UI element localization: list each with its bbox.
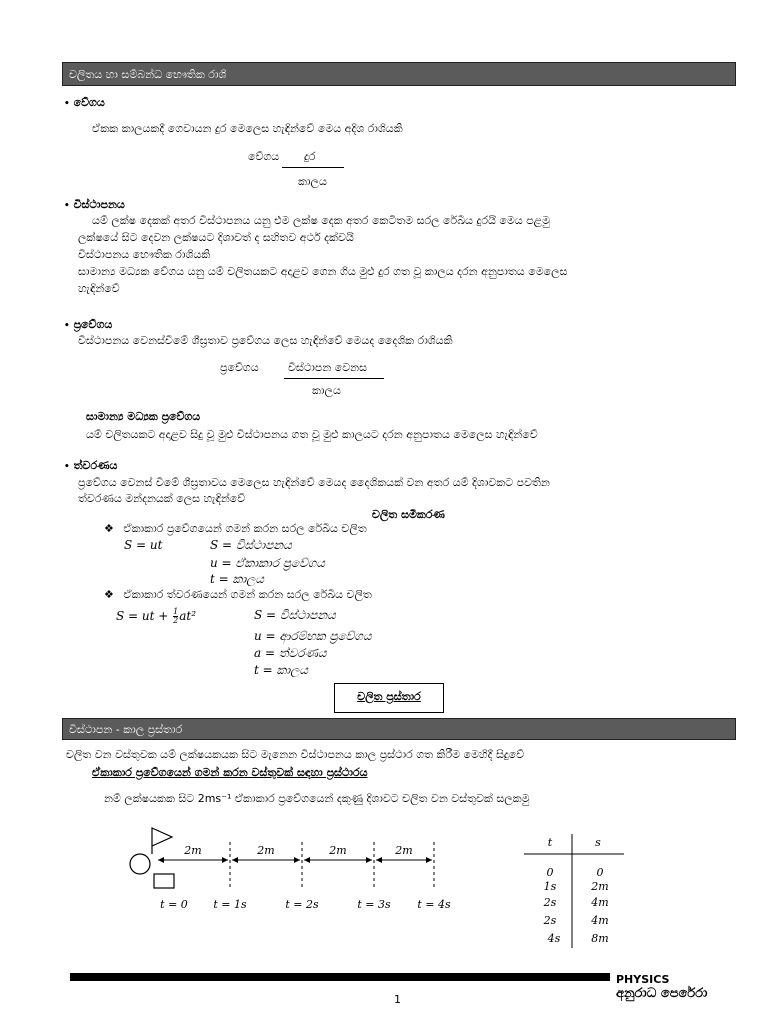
table-cell-t: 4s [547, 932, 561, 945]
diamond-bullet-icon: ❖ [104, 588, 114, 601]
equation-1-def-u: u = ඒකාකාර ප්‍රවේගය [210, 556, 325, 570]
time-label: t = 2s [285, 898, 319, 911]
displacement-line-3: විස්ථාපනය භෞතික රාශියකි [78, 248, 211, 261]
t-s-table [520, 830, 630, 950]
bullet: • [64, 321, 70, 331]
acceleration-title-text: ත්වරණය [73, 459, 118, 472]
table-header-t: t [547, 836, 553, 849]
average-velocity-title: සාමාන්‍ය මධ්‍යක ප්‍රවේගය [86, 410, 201, 423]
page-number: 1 [394, 993, 401, 1006]
pravegaya-formula-numerator: විස්ථාපන වෙනස [288, 361, 367, 374]
graphs-title-box [334, 683, 444, 713]
velocity-definition: ඒකක කාලයකදී ගෙවායන දුර මෙලෙස හැඳින්වේ මෙය අදිශ රාශියකි [92, 122, 403, 135]
equation-2-part-a: S = ut + [116, 609, 173, 623]
fraction-denominator: 2 [173, 616, 179, 625]
distance-label: 2m [395, 844, 413, 857]
table-cell-s: 4m [591, 896, 609, 909]
arrow-head-right-icon [294, 857, 300, 863]
time-label: t = 0 [160, 898, 188, 911]
equation-case-2 [104, 588, 372, 602]
table-cell-t: 1s [543, 880, 557, 893]
pravegaya-title-text: ප්‍රවේගය [73, 318, 113, 331]
displacement-title [64, 198, 125, 212]
table-cell-t: 2s [543, 896, 557, 909]
table-cell-t: 0 [546, 866, 554, 879]
equation-case-2-text: ඒකාකාර ත්වරණයෙන් ගමන් කරන සරල රේඛීය චලිත [123, 588, 372, 601]
half-fraction [173, 608, 178, 625]
equation-2 [116, 608, 196, 625]
table-cell-s: 0 [596, 866, 604, 879]
velocity-formula-left: වේගය [248, 150, 280, 163]
equations-heading: චලිත සමීකරණ [372, 508, 445, 521]
footer-rule [70, 973, 610, 981]
equation-1-def-s: S = විස්ථාපනය [210, 538, 292, 552]
displacement-title-text: විස්ථාපනය [73, 198, 125, 211]
pravegaya-title [64, 318, 112, 332]
velocity-formula-denominator: කාලය [298, 175, 327, 188]
motion-diagram [120, 822, 470, 916]
fraction-line [282, 167, 344, 168]
time-label: t = 3s [357, 898, 391, 911]
distance-label: 2m [257, 844, 275, 857]
diamond-bullet-icon: ❖ [104, 522, 114, 535]
acceleration-line-2: ත්වරණය මන්දනයක් ලෙස හැඳින්වේ [78, 492, 246, 505]
average-velocity-definition: යම් චලිතයකට අදාළව සිදු වූ මුළු විස්ථාපනය ගත වූ මුළු කාලයට දරන අනුපාතය මෙලෙස හැඳින්වේ [86, 428, 538, 441]
equation-2-def-t: t = කාලය [254, 663, 308, 677]
bullet: • [64, 201, 70, 211]
table-cell-t: 2s [543, 914, 557, 927]
equation-case-1-text: ඒකාකාර ප්‍රවේගයෙන් ගමන් කරන සරල රේඛීය චලිත [123, 522, 367, 535]
acceleration-line-1: ප්‍රවේගය වෙනස් වීමේ ශීඝ්‍රතාවය මෙලෙස හැඳින්වේ මෙයද දෛශිකයක් වන අතර යම් දිශාවකට පවතින [78, 476, 550, 489]
equation-2-def-u: u = ආරම්භක ප්‍රවේගය [254, 629, 372, 643]
time-label: t = 1s [213, 898, 247, 911]
graphs-subtitle: ඒකාකාර ප්‍රවේගයෙන් ගමන් කරන වස්තුවක් සඳහා ප්‍රස්ථාරය [92, 766, 368, 779]
time-label: t = 4s [417, 898, 451, 911]
arrow-head-left-icon [376, 857, 382, 863]
arrow-head-right-icon [426, 857, 432, 863]
bullet: • [64, 99, 70, 109]
equation-1: S = ut [124, 538, 163, 552]
section-bar-title: විස්ථාපන - කාල ප්‍රස්තාර [69, 723, 183, 736]
section-header-bar [62, 62, 736, 86]
velocity-title-text: වේගය [73, 96, 105, 109]
section-header-title: චලිතය හා සම්බන්ධ භෞතික රාශි [69, 68, 227, 81]
equation-1-def-t: t = කාලය [210, 572, 264, 586]
table-cell-s: 8m [591, 932, 609, 945]
displacement-line-4: සාමාන්‍ය මධ්‍යක වේගය යනු යම් චලිතයකට අදාළව ගෙන ගිය මුළු දුර ගත වූ කාලය දරන අනුපාතය මෙලෙස [78, 265, 568, 278]
equation-2-def-a: a = ත්වරණය [254, 646, 327, 660]
equation-case-1 [104, 522, 367, 536]
footer-physics-label: PHYSICS [616, 973, 670, 986]
object-box [154, 874, 174, 888]
fraction-line [284, 378, 384, 379]
section-bar-displacement-time [62, 718, 736, 740]
graphs-example: නම් ලක්ෂයකක සිට 2ms⁻¹ ඒකාකාර ප්‍රවේගයෙන් දකුණු දිශාවට චලිත වන වස්තුවක් සලකමු [104, 792, 530, 805]
fraction-numerator: 1 [173, 607, 179, 616]
footer-author: අනුරාධ පෙරේරා [616, 986, 708, 1001]
arrow-head-right-icon [366, 857, 372, 863]
bullet: • [64, 462, 70, 472]
object-circle [130, 854, 150, 874]
displacement-line-2: ලක්ෂයේ සිට දෙවන ලක්ෂයට දිශාවත් ද සහිතව අර්ථ දක්වයි [78, 231, 354, 244]
arrow-head-left-icon [304, 857, 310, 863]
distance-label: 2m [329, 844, 347, 857]
velocity-title [64, 96, 105, 110]
equation-2-def-s: S = විස්ථාපනය [254, 608, 336, 622]
table-cell-s: 2m [591, 880, 609, 893]
flag-icon [152, 828, 172, 846]
arrow-head-left-icon [158, 857, 164, 863]
pravegaya-formula-denominator: කාලය [312, 384, 341, 397]
equation-2-part-b: at² [179, 609, 197, 623]
graphs-intro: චලිත වන වස්තුවක යම් ලක්ෂයකයක සිට මැනෙන විස්ථාපනය කාල ප්‍රස්ථාර ගත කිරීම මෙහිදී සිදුවේ [66, 748, 525, 761]
arrow-head-right-icon [222, 857, 228, 863]
velocity-formula-numerator: දුර [304, 150, 316, 163]
graphs-title: චලිත ප්‍රස්තාර [357, 690, 421, 703]
table-cell-s: 4m [591, 914, 609, 927]
distance-label: 2m [184, 844, 202, 857]
table-header-s: s [595, 836, 601, 849]
arrow-head-left-icon [232, 857, 238, 863]
acceleration-title [64, 459, 117, 473]
pravegaya-formula-left: ප්‍රවේගය [220, 361, 259, 374]
displacement-line-1: යම් ලක්ෂ දෙකක් අතර විස්ථාපනය යනු එම ලක්ෂ දෙක අතර කෙටිතම සරල රේඛීය දුරයි මෙය පළමු [92, 214, 550, 227]
pravegaya-definition: විස්ථාපනය වෙනස්වීමේ ශීඝ්‍රතාව ප්‍රවේගය ලෙස හැඳින්වේ මෙයද දෛශික රාශියකි [78, 334, 453, 347]
displacement-line-5: හැඳින්වේ [78, 282, 120, 295]
